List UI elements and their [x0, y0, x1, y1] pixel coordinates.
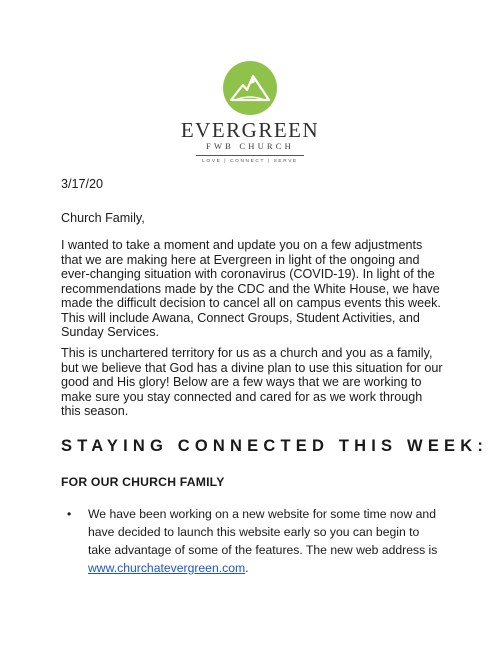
- church-name: EVERGREEN: [180, 118, 320, 142]
- bullet-text: We have been working on a new website for some time now and have decided to launch this website early so you can begin to take advantage of some of the features. The new web address is: [88, 507, 438, 557]
- mountain-logo-icon: [222, 60, 278, 116]
- section-heading: STAYING CONNECTED THIS WEEK:: [61, 437, 489, 455]
- logo-circle: [223, 61, 277, 115]
- website-link[interactable]: www.churchatevergreen.com: [88, 561, 246, 575]
- church-subtitle: FWB CHURCH: [206, 141, 294, 151]
- letter-paragraph-2: This is unchartered territory for us as a church and you as a family, but we believe that God has a divine plan to use this situation for our good and His glory! Below are a few ways that we are working to make sure you stay connected and cared for as we work through this season.: [61, 346, 443, 418]
- letter-paragraph-1: I wanted to take a moment and update you on a few adjustments that we are making here at Evergreen in light of the ongoing and ever-changing situation with coronavirus (COVID-19). In light of the recommendations made by the CDC and the White House, we have made the difficult decision to cancel all on campus events this week. This will include Awana, Connect Groups, Student Activities, and Sunday Services.: [61, 238, 441, 339]
- section-subheading: FOR OUR CHURCH FAMILY: [61, 475, 225, 489]
- bullet-text-end: .: [245, 561, 249, 575]
- letter-date: 3/17/20: [61, 177, 104, 191]
- church-logo: [0, 60, 500, 165]
- bullet-icon: •: [67, 507, 72, 521]
- church-tagline: LOVE | CONNECT | SERVE: [202, 159, 298, 164]
- logo-divider: [196, 155, 304, 156]
- letter-greeting: Church Family,: [61, 211, 145, 225]
- list-item-text: [88, 505, 440, 577]
